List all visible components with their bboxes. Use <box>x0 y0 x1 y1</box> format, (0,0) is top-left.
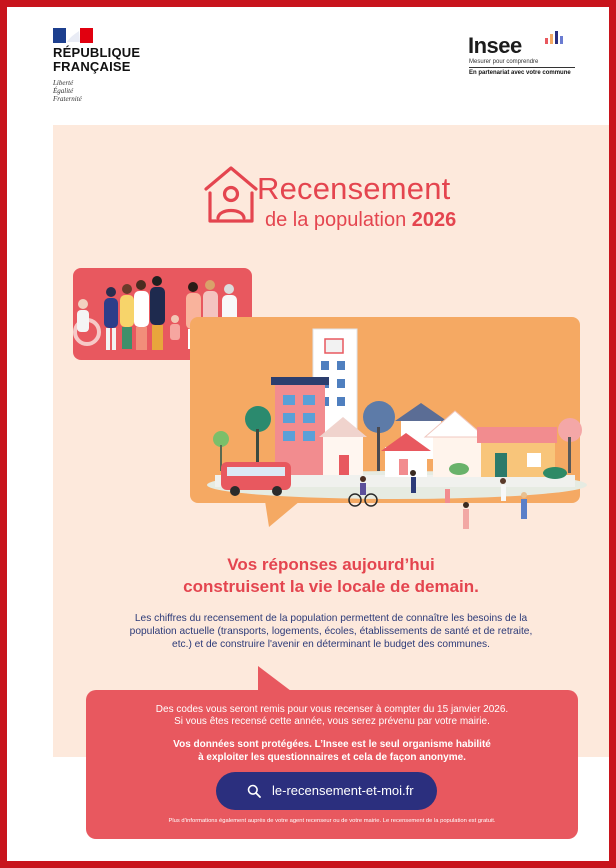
subtitle-prefix: de la population <box>265 209 412 231</box>
rf-motto-liberte: Liberté <box>53 79 74 87</box>
rf-name-line1: RÉPUBLIQUE <box>53 45 141 60</box>
footnote: Plus d’informations également auprès de votre agent recenseur ou de votre mairie. Le recensement de la population est gratuit. <box>168 818 496 824</box>
insee-bars-icon <box>545 30 563 44</box>
rf-name-line2: FRANÇAISE <box>53 59 131 74</box>
body-line1: Les chiffres du recensement de la population permettent de connaître les besoins de la <box>134 613 528 624</box>
headline-line2: construisent la vie locale de demain. <box>183 577 479 596</box>
info-line2: Si vous êtes recensé cette année, vous serez prévenu par votre mairie. <box>174 716 490 727</box>
body-line3: etc.) et de construire l'avenir en déterminant le budget des communes. <box>172 639 490 650</box>
house-person-icon <box>202 163 260 229</box>
insee-logo: Insee <box>468 33 522 58</box>
info-strong2: à exploiter les questionnaires et cela de façon anonyme. <box>198 752 466 763</box>
insee-divider <box>469 67 575 68</box>
headline <box>53 554 609 598</box>
info-line1: Des codes vous seront remis pour vous recenser à compter du 15 janvier 2026. <box>155 704 509 715</box>
insee-tagline: Mesurer pour comprendre <box>469 59 539 65</box>
poster-subtitle <box>265 209 456 232</box>
rf-motto-fraternite: Fraternité <box>53 95 82 103</box>
search-icon <box>247 784 261 798</box>
body-paragraph <box>103 612 559 651</box>
french-flag-icon <box>53 28 93 43</box>
people-panel <box>73 268 252 360</box>
insee-partner-text: En partenariat avec votre commune <box>469 70 571 76</box>
headline-line1: Vos réponses aujourd’hui <box>227 555 435 574</box>
body-line2: population actuelle (transports, logements, écoles, établissements de santé et de retraite, <box>129 626 533 637</box>
rf-motto-egalite: Égalité <box>53 87 74 95</box>
website-url[interactable]: le-recensement-et-moi.fr <box>272 783 414 798</box>
subtitle-year: 2026 <box>411 209 457 231</box>
info-codes-text <box>86 704 578 728</box>
info-protection-text <box>86 738 578 764</box>
poster-title: Recensement <box>257 171 451 206</box>
info-strong1: Vos données sont protégées. L’Insee est le seul organisme habilité <box>173 739 491 750</box>
